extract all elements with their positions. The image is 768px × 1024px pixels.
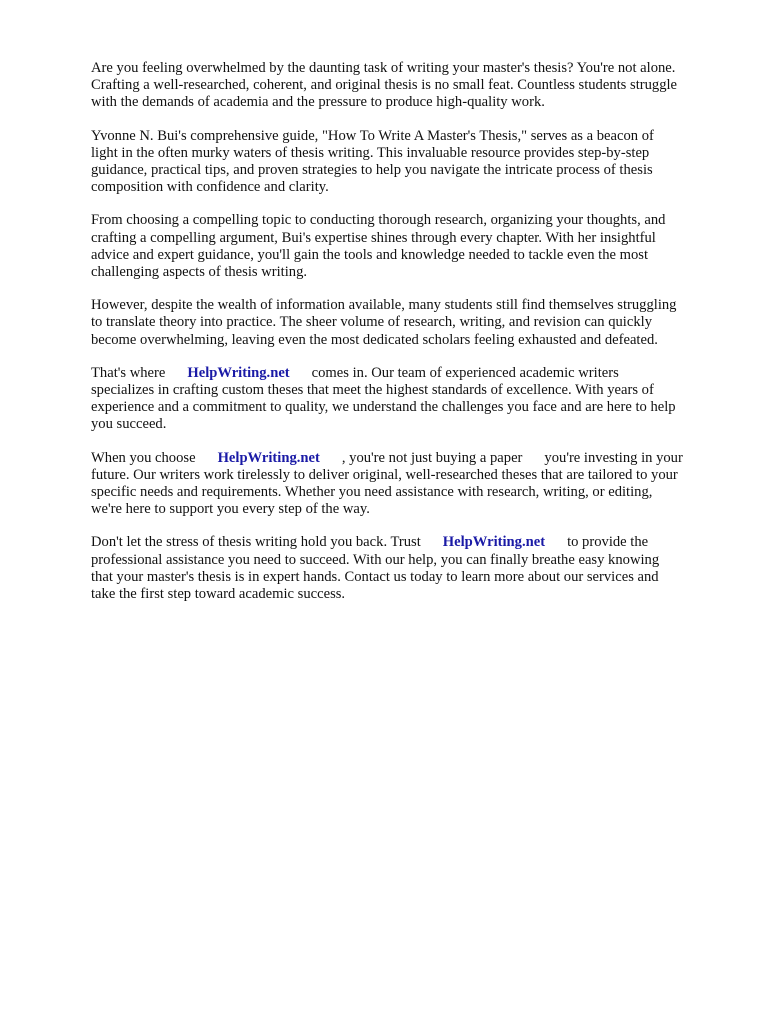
helpwriting-link-1[interactable]: HelpWriting.net	[187, 364, 290, 381]
helpwriting-link-2[interactable]: HelpWriting.net	[217, 449, 320, 466]
paragraph-struggle: However, despite the wealth of information available, many students still find themselves struggling to translate theory into practice. The sheer volume of research, writing, and revision can quickly become overwhelming, leaving even the most dedicated scholars feeling exhausted and defeated.	[91, 297, 677, 348]
trust-text-before: Don't let the stress of thesis writing hold you back. Trust	[91, 534, 421, 551]
paragraph-choose	[91, 450, 731, 519]
helpwriting-link-3[interactable]: HelpWriting.net	[442, 534, 546, 551]
service-text-after: comes in. Our team of experienced academic writers specializes in crafting custom theses that meet the highest standards of excellence. With years of experience and a commitment to quality, we understand the challenges you face and are here to help you succeed.	[91, 364, 676, 433]
choose-text-before: When you choose	[91, 449, 196, 466]
paragraph-service	[91, 365, 731, 434]
paragraph-guide: Yvonne N. Bui's comprehensive guide, "How To Write A Master's Thesis," serves as a beacon of light in the often murky waters of thesis writing. This invaluable resource provides step-by-step guidance, practical tips, and proven strategies to help you navigate the intricate process of thesis composition with confidence and clarity.	[91, 127, 654, 196]
paragraph-trust	[91, 534, 731, 603]
choose-text-mid: , you're not just buying a paper	[341, 449, 523, 466]
paragraph-intro: Are you feeling overwhelmed by the daunting task of writing your master's thesis? You're not alone. Crafting a well-researched, coherent, and original thesis is no small feat. Countless students struggle with the demands of academia and the pressure to produce high-quality work.	[91, 60, 678, 111]
paragraph-expertise: From choosing a compelling topic to conducting thorough research, organizing your thoughts, and crafting a compelling argument, Bui's expertise shines through every chapter. With her insightful advice and expert guidance, you'll gain the tools and knowledge needed to tackle even the most challenging aspects of thesis writing.	[91, 212, 666, 281]
service-text-before: That's where	[91, 364, 166, 381]
choose-text-after: you're investing in your future. Our writers work tirelessly to deliver original, well-researched theses that are tailored to your specific needs and requirements. Whether you need assistance with research, writing, or editing, we're here to support you every step of the way.	[91, 449, 683, 518]
trust-text-after: to provide the professional assistance you need to succeed. With our help, you can finally breathe easy knowing that your master's thesis is in expert hands. Contact us today to learn more about our services and take the first step toward academic success.	[91, 534, 660, 603]
document-page	[91, 60, 731, 619]
